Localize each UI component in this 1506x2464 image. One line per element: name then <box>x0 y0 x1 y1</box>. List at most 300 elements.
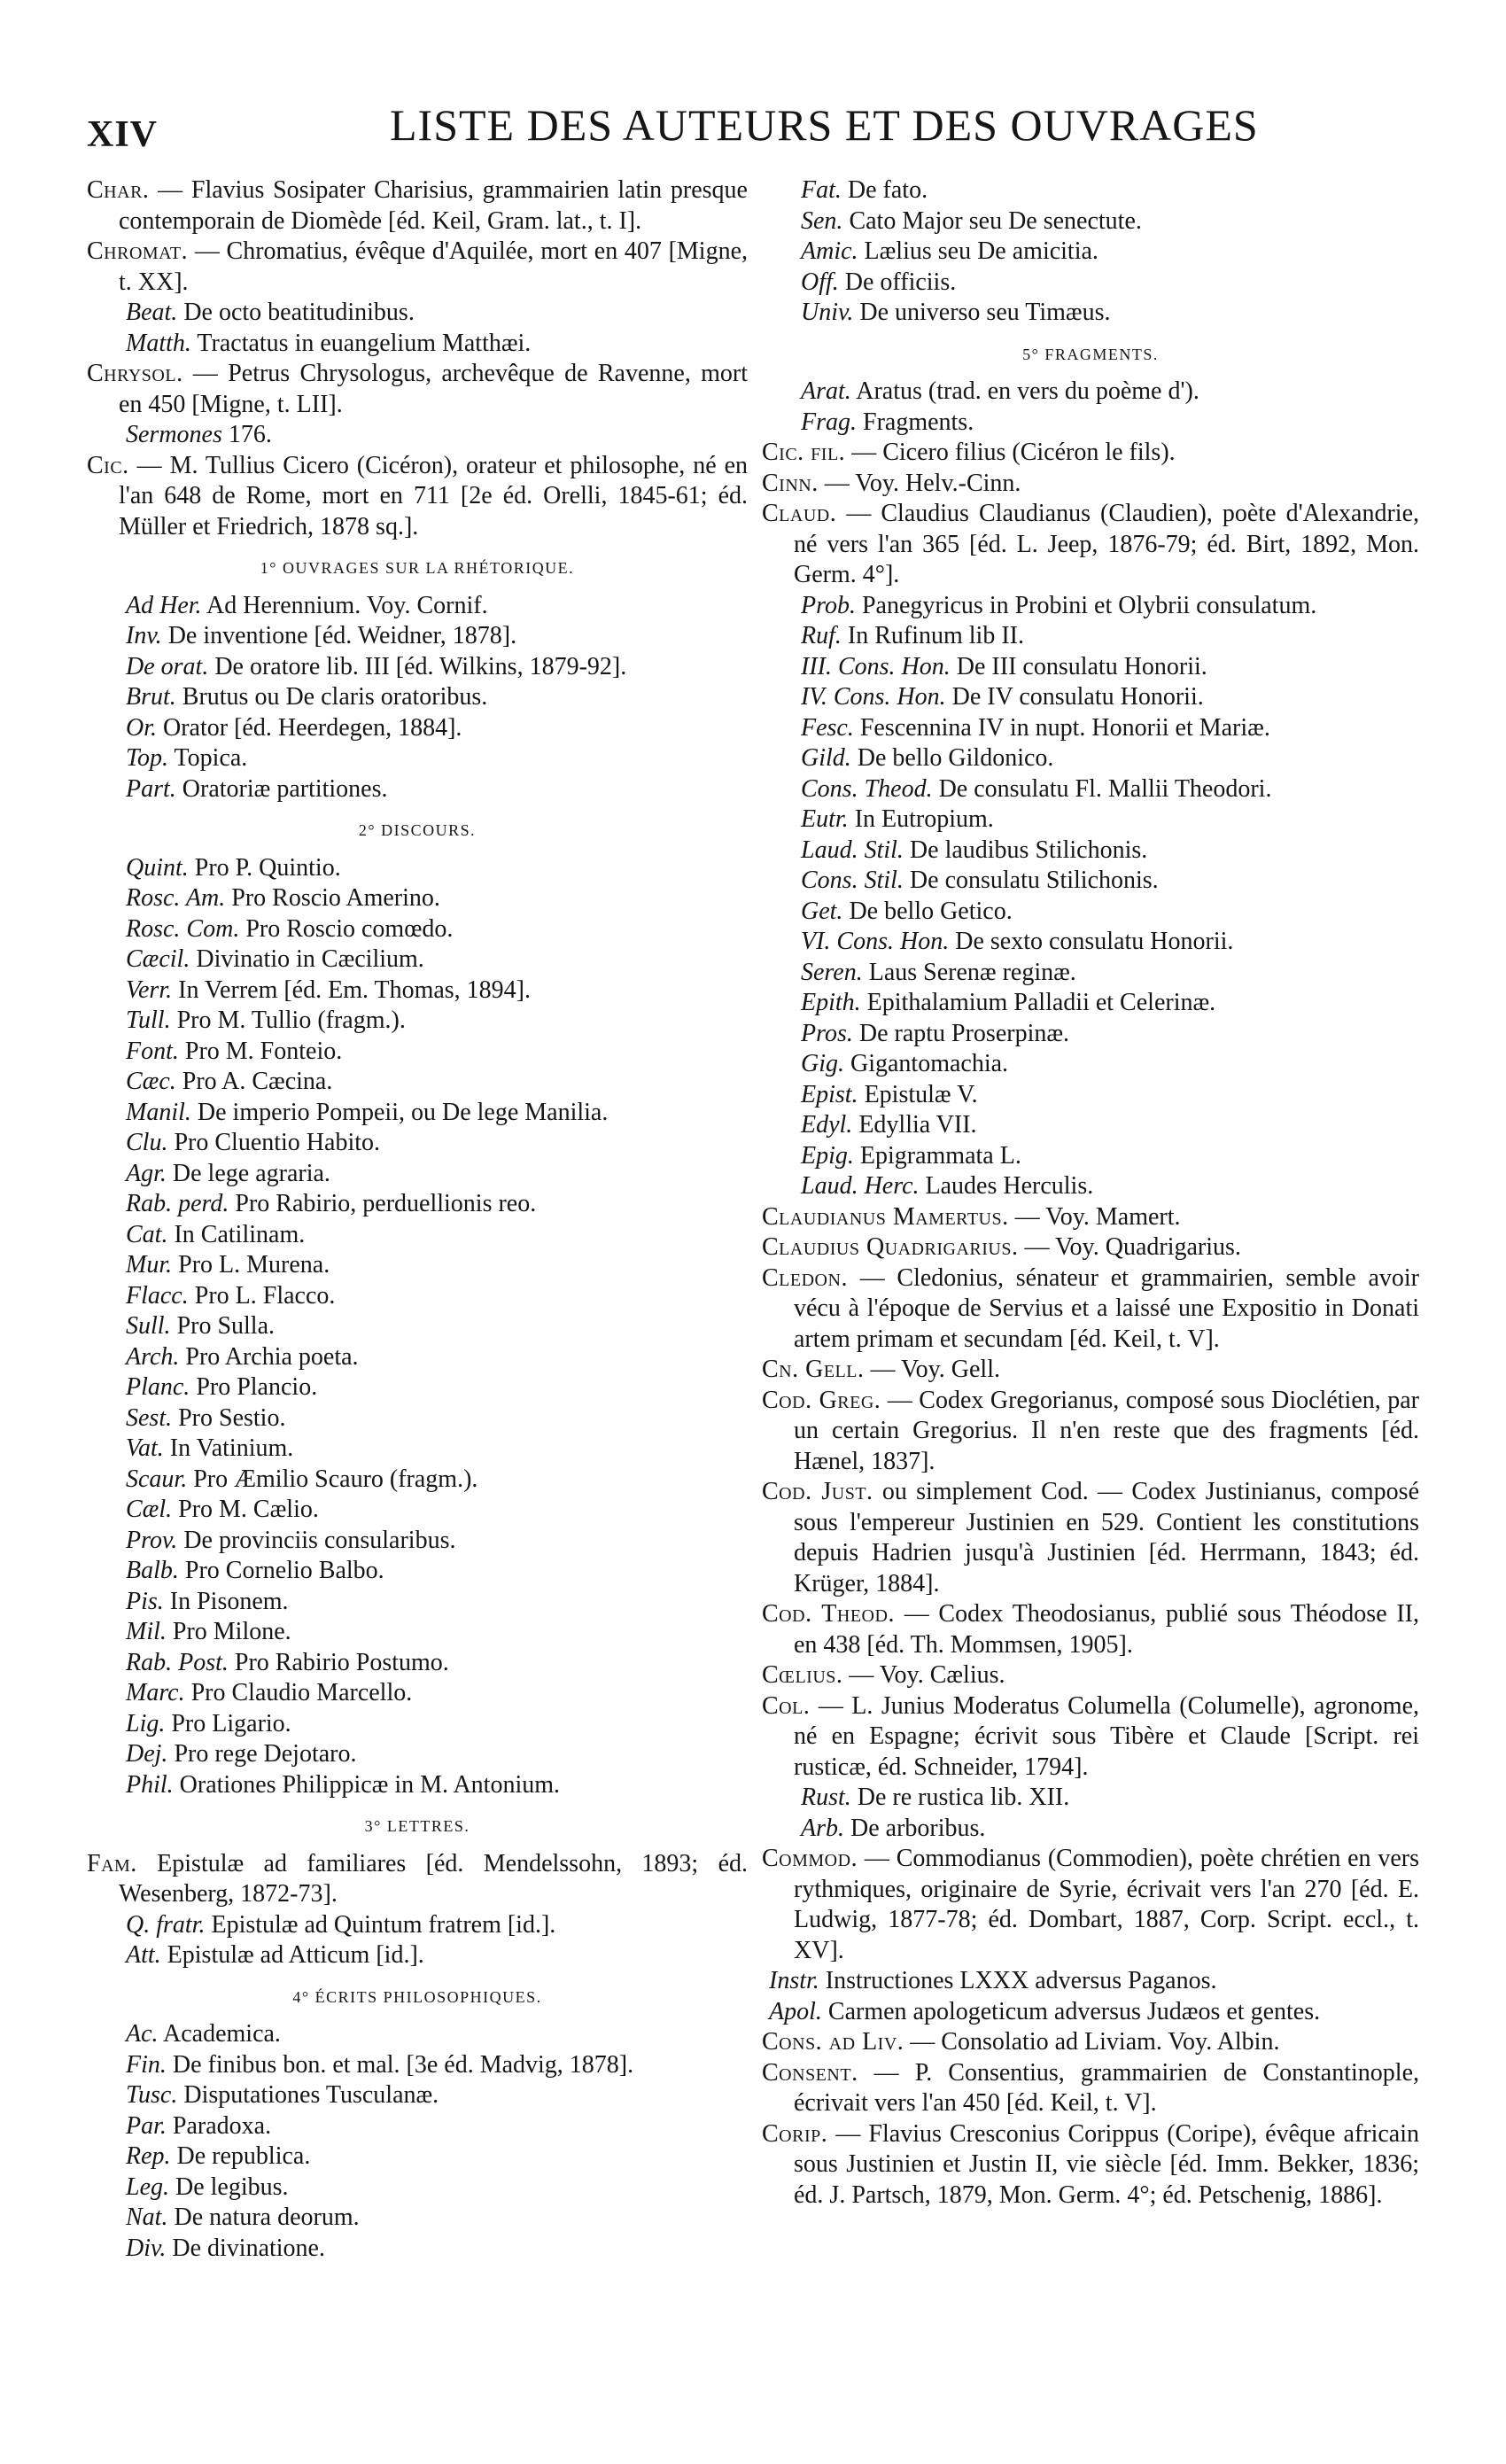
work-entry <box>762 988 1419 1019</box>
entry-text: — Petrus Chrysologus, archevêque de Ravenne, mort en 450 [Migne, t. LII]. <box>119 360 749 418</box>
work-entry <box>87 1250 748 1281</box>
author-entry <box>762 438 1419 469</box>
author-entry <box>762 1691 1419 1784</box>
entry-text: Pro Cluentio Habito. <box>174 1129 381 1156</box>
entry-text: Pro Æmilio Scauro (fragm.). <box>193 1465 478 1493</box>
work-abbreviation: Sull. <box>126 1312 171 1340</box>
work-abbreviation: Rab. perd. <box>126 1190 229 1217</box>
work-abbreviation: Rosc. Am. <box>126 884 226 912</box>
work-abbreviation: Prob. <box>801 591 856 619</box>
section-heading: 5° FRAGMENTS. <box>1022 345 1159 363</box>
entry-text: ou simplement Cod. — Codex Justinianus, composé sous l'empereur Justinien en 529. Contient les constitutions depuis Hadrien jusqu'à Justinien [éd. Herrmann, 1843; éd. Krüger, 1884]. <box>794 1478 1420 1597</box>
work-entry <box>87 2111 748 2142</box>
entry-text: In Vatinium. <box>169 1434 294 1462</box>
work-entry <box>762 866 1419 897</box>
work-abbreviation: Fin. <box>126 2050 167 2079</box>
entry-text: — Flavius Sosipater Charisius, grammairien latin presque contemporain de Diomède [éd. Keil, Gram. lat., t. I]. <box>119 176 748 235</box>
entry-text: In Eutropium. <box>854 805 994 833</box>
entry-text: In Pisonem. <box>169 1587 289 1615</box>
work-abbreviation: Ad Her. <box>126 591 202 619</box>
entry-abbreviation: Cic. <box>87 451 129 479</box>
work-entry <box>87 1495 748 1526</box>
entry-text: — Claudius Claudianus (Claudien), poète d'Alexandrie, né vers l'an 365 [éd. L. Jeep, 1876-79; éd. Birt, 1892, Mon. Germ. 4°]. <box>794 500 1420 588</box>
entry-text: De provinciis consularibus. <box>183 1526 456 1554</box>
work-abbreviation: Epig. <box>801 1141 854 1170</box>
work-abbreviation: Cæl. <box>126 1496 173 1523</box>
work-abbreviation: Rosc. Com. <box>126 914 240 943</box>
work-entry <box>762 206 1419 237</box>
work-abbreviation: Amic. <box>801 237 858 265</box>
work-entry <box>762 682 1419 713</box>
author-entry <box>762 2119 1419 2211</box>
author-entry <box>762 2027 1419 2058</box>
work-entry <box>87 1526 748 1557</box>
work-abbreviation: Verr. <box>126 975 173 1004</box>
entry-text: De universo seu Timæus. <box>859 299 1111 326</box>
work-entry <box>762 408 1419 439</box>
entry-text: Gigantomachia. <box>850 1050 1009 1077</box>
work-abbreviation: Or. <box>126 713 158 742</box>
work-entry <box>762 1783 1419 1814</box>
entry-text: — Flavius Cresconius Corippus (Coripe), évêque africain sous Justinien et Justin II, vie siècle [éd. Imm. Bekker, 1836; éd. J. Partsch, 1879, Mon. Germ. 4°; éd. Petschenig, 1886]. <box>794 2119 1420 2209</box>
author-entry <box>762 1232 1419 1263</box>
entry-text: De consulatu Stilichonis. <box>909 867 1159 894</box>
work-abbreviation: Matth. <box>126 329 191 357</box>
work-entry <box>87 914 748 945</box>
entry-text: Pro Milone. <box>172 1618 291 1645</box>
work-abbreviation: Brut. <box>126 683 176 711</box>
work-entry <box>87 774 748 805</box>
work-entry <box>87 1739 748 1770</box>
work-entry <box>87 2050 748 2081</box>
work-abbreviation: Fesc. <box>801 713 854 742</box>
work-entry <box>87 1098 748 1129</box>
entry-text: Fescennina IV in nupt. Honorii et Mariæ. <box>859 713 1270 742</box>
entry-text: De bello Gildonico. <box>857 744 1054 772</box>
entry-text: Panegyricus in Probini et Olybrii consulatum. <box>861 591 1317 619</box>
entry-text: Topica. <box>174 744 248 772</box>
author-entry <box>762 1966 1419 1997</box>
work-entry <box>87 713 748 744</box>
entry-text: Orationes Philippicæ in M. Antonium. <box>179 1770 561 1799</box>
entry-abbreviation: Cod. Theod. <box>762 1600 895 1628</box>
work-abbreviation: Div. <box>126 2234 167 2262</box>
work-entry <box>87 2019 748 2050</box>
work-abbreviation: Cons. Theod. <box>801 774 933 803</box>
entry-abbreviation: Corip. <box>762 2119 828 2148</box>
work-entry <box>87 1281 748 1312</box>
section-heading: 3° LETTRES. <box>364 1817 470 1835</box>
work-entry <box>762 743 1419 774</box>
author-entry <box>762 1599 1419 1660</box>
entry-abbreviation: Cic. fil. <box>762 439 846 466</box>
work-abbreviation: Gig. <box>801 1050 844 1077</box>
work-entry <box>87 1037 748 1068</box>
entry-abbreviation: Col. <box>762 1691 811 1720</box>
work-abbreviation: Ac. <box>126 2020 159 2048</box>
entry-text: Epithalamium Palladii et Celerinæ. <box>866 989 1216 1016</box>
entry-abbreviation: Cod. Just. <box>762 1478 873 1505</box>
work-abbreviation: Cons. Stil. <box>801 867 904 894</box>
work-entry <box>762 652 1419 683</box>
work-abbreviation: Inv. <box>126 622 162 649</box>
entry-text: De octo beatitudinibus. <box>183 299 415 326</box>
work-entry <box>87 1678 748 1709</box>
work-entry <box>87 682 748 713</box>
work-abbreviation: Arat. <box>801 377 851 405</box>
entry-text: In Verrem [éd. Em. Thomas, 1894]. <box>178 975 532 1004</box>
work-entry <box>87 1940 748 1971</box>
entry-text: De finibus bon. et mal. [3e éd. Madvig, 1878]. <box>172 2050 634 2079</box>
entry-text: — Voy. Quadrigarius. <box>1024 1233 1241 1261</box>
work-abbreviation: Eutr. <box>801 805 849 833</box>
entry-text: De bello Getico. <box>849 897 1013 925</box>
work-abbreviation: Quint. <box>126 853 189 882</box>
author-entry <box>87 175 748 237</box>
work-entry <box>87 1648 748 1679</box>
work-abbreviation: Mil. <box>126 1618 167 1645</box>
work-entry <box>87 2203 748 2234</box>
entry-abbreviation: Claud. <box>762 500 837 527</box>
entry-text: Pro M. Tullio (fragm.). <box>176 1007 406 1034</box>
work-entry <box>762 1080 1419 1111</box>
work-entry <box>87 1617 748 1648</box>
work-entry <box>87 1342 748 1373</box>
work-entry <box>87 1006 748 1037</box>
entry-abbreviation: Char. <box>87 176 150 204</box>
entry-text: In Rufinum lib II. <box>847 622 1024 649</box>
left-column <box>87 175 748 2264</box>
work-entry <box>762 713 1419 744</box>
entry-text: Ad Herennium. Voy. Cornif. <box>206 591 488 619</box>
work-entry <box>87 743 748 774</box>
work-abbreviation: Rep. <box>126 2142 171 2170</box>
author-entry <box>87 451 748 543</box>
work-entry <box>762 175 1419 206</box>
entry-text: De IV consulatu Honorii. <box>951 683 1204 711</box>
work-entry <box>762 1049 1419 1080</box>
work-entry <box>762 836 1419 867</box>
entry-abbreviation: Cons. ad Liv. <box>762 2028 904 2056</box>
work-abbreviation: III. Cons. Hon. <box>801 652 951 680</box>
author-entry <box>762 2058 1419 2119</box>
work-abbreviation: Lig. <box>126 1709 166 1737</box>
work-abbreviation: Marc. <box>126 1679 185 1706</box>
work-abbreviation: Sest. <box>126 1403 173 1432</box>
section-heading: 1° OUVRAGES SUR LA RHÉTORIQUE. <box>260 559 575 577</box>
entry-abbreviation: Chromat. <box>87 237 189 265</box>
work-entry <box>87 420 748 451</box>
work-abbreviation: Sen. <box>801 206 843 235</box>
work-entry <box>762 621 1419 652</box>
entry-text: — Voy. Helv.-Cinn. <box>824 469 1021 497</box>
entry-text: Pro L. Murena. <box>178 1251 330 1279</box>
entry-text: De re rustica lib. XII. <box>857 1784 1070 1811</box>
entry-text: — Codex Gregorianus, composé sous Dioclétien, par un certain Gregorius. Il n'en reste que des fragments [éd. Hænel, 1837]. <box>794 1386 1419 1475</box>
work-abbreviation: Seren. <box>801 958 863 986</box>
work-entry <box>762 927 1419 958</box>
entry-text: — Voy. Mamert. <box>1014 1202 1181 1231</box>
entry-text: — Consolatio ad Liviam. Voy. Albin. <box>910 2028 1280 2056</box>
work-abbreviation: De orat. <box>126 652 209 680</box>
author-entry <box>762 1263 1419 1356</box>
work-abbreviation: Cat. <box>126 1220 168 1248</box>
work-abbreviation: Epith. <box>801 989 861 1016</box>
entry-text: Pro Roscio comœdo. <box>245 914 454 943</box>
entry-text: Aratus (trad. en vers du poème d'). <box>856 377 1199 405</box>
entry-abbreviation: Cœlius. <box>762 1661 843 1689</box>
right-column <box>762 175 1419 2211</box>
author-entry <box>762 1202 1419 1233</box>
work-abbreviation: Tull. <box>126 1007 171 1034</box>
entry-text: Pro Sestio. <box>178 1403 286 1432</box>
entry-text: Epigrammata L. <box>859 1141 1021 1170</box>
work-entry <box>87 1159 748 1190</box>
work-abbreviation: Arch. <box>126 1342 180 1371</box>
entry-text: Fragments. <box>863 408 974 436</box>
entry-text: — Chromatius, évêque d'Aquilée, mort en 407 [Migne, t. XX]. <box>119 237 748 296</box>
work-abbreviation: Beat. <box>126 299 178 326</box>
work-abbreviation: Pros. <box>801 1019 853 1047</box>
entry-text: Orator [éd. Heerdegen, 1884]. <box>163 713 462 742</box>
work-entry <box>762 1141 1419 1172</box>
work-entry <box>762 897 1419 928</box>
work-entry <box>762 1019 1419 1050</box>
entry-text: — L. Junius Moderatus Columella (Columelle), agronome, né en Espagne; écrivit sous Tibère et Claude [Script. rei rusticæ, éd. Schneider, 1794]. <box>794 1691 1419 1781</box>
work-entry <box>87 1128 748 1159</box>
entry-text: Carmen apologeticum adversus Judæos et gentes. <box>827 1997 1321 2025</box>
work-abbreviation: Mur. <box>126 1251 173 1279</box>
work-entry <box>762 591 1419 622</box>
author-entry <box>762 1660 1419 1691</box>
author-entry <box>762 1386 1419 1478</box>
work-entry <box>762 377 1419 408</box>
entry-text: Divinatio in Cæcilium. <box>196 945 424 973</box>
entry-text: Pro P. Quintio. <box>194 853 341 882</box>
work-abbreviation: Top. <box>126 744 169 772</box>
entry-text: Disputationes Tusculanæ. <box>183 2081 439 2109</box>
entry-text: Epistulæ ad Atticum [id.]. <box>167 1941 424 1969</box>
entry-text: Pro L. Flacco. <box>194 1281 336 1310</box>
work-abbreviation: Apol. <box>769 1997 822 2025</box>
entry-text: Pro Rabirio Postumo. <box>234 1648 449 1676</box>
entry-abbreviation: Claudianus Mamertus. <box>762 1202 1009 1231</box>
work-abbreviation: Fat. <box>801 176 842 204</box>
entry-text: — Cledonius, sénateur et grammairien, semble avoir vécu à l'époque de Servius et a laissé une Expositio in Donati artem primam et secundam [éd. Keil, t. V]. <box>794 1263 1419 1353</box>
work-abbreviation: Nat. <box>126 2204 168 2231</box>
work-entry <box>87 1434 748 1465</box>
entry-text: De divinatione. <box>172 2234 325 2262</box>
work-entry <box>87 1910 748 1941</box>
work-entry <box>87 1189 748 1220</box>
entry-abbreviation: Cinn. <box>762 469 819 497</box>
work-entry <box>87 298 748 329</box>
work-abbreviation: Epist. <box>801 1080 858 1108</box>
work-entry <box>87 853 748 884</box>
work-entry <box>762 958 1419 989</box>
entry-text: 176. <box>228 421 272 448</box>
entry-abbreviation: Commod. <box>762 1845 858 1872</box>
work-entry <box>87 883 748 914</box>
work-entry <box>87 1709 748 1740</box>
entry-text: Pro A. Cæcina. <box>182 1068 333 1095</box>
work-abbreviation: Cæcil. <box>126 945 190 973</box>
author-entry <box>762 1355 1419 1386</box>
author-entry <box>762 1844 1419 1966</box>
work-entry <box>762 1814 1419 1845</box>
entry-text: Pro M. Fonteio. <box>184 1037 343 1065</box>
entry-abbreviation: Chrysol. <box>87 360 183 387</box>
work-entry <box>87 652 748 683</box>
work-abbreviation: Sermones <box>126 421 222 448</box>
work-entry <box>87 2141 748 2173</box>
entry-text: Epistulæ ad familiares [éd. Mendelssohn, 1893; éd. Wesenberg, 1872-73]. <box>119 1849 748 1908</box>
entry-text: Epistulæ V. <box>864 1080 978 1108</box>
entry-text: In Catilinam. <box>174 1220 306 1248</box>
work-abbreviation: Frag. <box>801 408 857 436</box>
entry-text: Academica. <box>163 2020 281 2048</box>
entry-text: De sexto consulatu Honorii. <box>955 928 1234 955</box>
work-abbreviation: Leg. <box>126 2173 169 2201</box>
entry-text: De republica. <box>176 2142 311 2170</box>
entry-text: — Cicero filius (Cicéron le fils). <box>851 439 1176 466</box>
work-entry <box>87 2234 748 2265</box>
work-entry <box>87 1067 748 1098</box>
work-entry <box>762 1110 1419 1141</box>
entry-text: De arboribus. <box>850 1814 986 1842</box>
work-abbreviation: Pis. <box>126 1587 164 1615</box>
work-entry <box>87 329 748 360</box>
entry-text: De raptu Proserpinæ. <box>858 1019 1070 1047</box>
work-abbreviation: Rab. Post. <box>126 1648 229 1676</box>
entry-text: Pro Cornelio Balbo. <box>184 1557 384 1584</box>
work-abbreviation: Tusc. <box>126 2081 178 2109</box>
work-abbreviation: Dej. <box>126 1740 168 1768</box>
work-entry <box>762 774 1419 805</box>
entry-text: De inventione [éd. Weidner, 1878]. <box>167 622 517 649</box>
work-abbreviation: Q. fratr. <box>126 1910 206 1939</box>
entry-text: De imperio Pompeii, ou De lege Manilia. <box>197 1098 609 1126</box>
entry-text: Pro Roscio Amerino. <box>231 884 440 912</box>
entry-abbreviation: Consent. <box>762 2058 858 2087</box>
entry-text: — Voy. Gell. <box>870 1356 1000 1383</box>
work-abbreviation: Edyl. <box>801 1111 853 1139</box>
work-abbreviation: Univ. <box>801 299 854 326</box>
work-abbreviation: Laud. Herc. <box>801 1172 920 1200</box>
entry-text: — Commodianus (Commodien), poète chrétien en vers rythmiques, originaire de Syrie, écrivait vers l'an 270 [éd. E. Ludwig, 1877-78; éd. Dombart, 1887, Corp. Script. eccl., t. XV]. <box>794 1845 1420 1964</box>
entry-text: Pro Plancio. <box>196 1373 318 1401</box>
entry-text: De fato. <box>847 176 928 204</box>
work-abbreviation: Scaur. <box>126 1465 188 1493</box>
work-entry <box>87 1465 748 1496</box>
entry-text: Pro Sulla. <box>176 1312 276 1340</box>
entry-text: Tractatus in euangelium Matthæi. <box>197 329 532 357</box>
author-entry <box>762 1477 1419 1599</box>
work-entry <box>762 298 1419 329</box>
entry-text: Lælius seu De amicitia. <box>864 237 1098 265</box>
work-entry <box>762 237 1419 268</box>
work-abbreviation: Cæc. <box>126 1068 176 1095</box>
work-abbreviation: Planc. <box>126 1373 190 1401</box>
entry-text: Laudes Herculis. <box>925 1172 1094 1200</box>
entry-abbreviation: Claudius Quadrigarius. <box>762 1233 1019 1261</box>
entry-text: Brutus ou De claris oratoribus. <box>182 683 488 711</box>
work-abbreviation: Prov. <box>126 1526 178 1554</box>
entry-text: — P. Consentius, grammairien de Constantinople, écrivait vers l'an 450 [éd. Keil, t. V]. <box>794 2058 1420 2117</box>
author-entry <box>762 1997 1419 2028</box>
entry-text: Instructiones LXXX adversus Paganos. <box>825 1967 1217 1994</box>
work-abbreviation: Instr. <box>769 1967 819 1994</box>
entry-abbreviation: Cn. Gell. <box>762 1356 865 1383</box>
entry-text: — Codex Theodosianus, publié sous Théodose II, en 438 [éd. Th. Mommsen, 1905]. <box>794 1600 1419 1659</box>
author-entry <box>87 1849 748 1910</box>
work-entry <box>762 1171 1419 1202</box>
work-abbreviation: Font. <box>126 1037 179 1065</box>
page-title: LISTE DES AUTEURS ET DES OUVRAGES <box>390 100 1259 150</box>
work-entry <box>87 1770 748 1801</box>
work-entry <box>87 1587 748 1618</box>
work-abbreviation: VI. Cons. Hon. <box>801 928 950 955</box>
work-entry <box>87 2080 748 2111</box>
entry-text: De consulatu Fl. Mallii Theodori. <box>938 774 1272 803</box>
entry-text: Laus Serenæ reginæ. <box>868 958 1076 986</box>
work-entry <box>87 1403 748 1434</box>
work-abbreviation: Phil. <box>126 1770 174 1799</box>
entry-text: De III consulatu Honorii. <box>956 652 1207 680</box>
entry-text: De oratore lib. III [éd. Wilkins, 1879-92]. <box>214 652 627 680</box>
work-entry <box>87 975 748 1007</box>
entry-text: Cato Major seu De senectute. <box>849 206 1142 235</box>
entry-text: Edyllia VII. <box>858 1111 977 1139</box>
work-abbreviation: Att. <box>126 1941 161 1969</box>
work-abbreviation: Par. <box>126 2111 167 2140</box>
work-abbreviation: Part. <box>126 774 176 803</box>
work-entry <box>87 2173 748 2204</box>
work-entry <box>762 268 1419 299</box>
entry-text: Oratoriæ partitiones. <box>182 774 388 803</box>
entry-text: De officiis. <box>844 268 957 296</box>
entry-text: De natura deorum. <box>174 2204 360 2231</box>
entry-text: De legibus. <box>175 2173 289 2201</box>
work-abbreviation: Manil. <box>126 1098 191 1126</box>
work-entry <box>762 804 1419 836</box>
work-entry <box>87 1220 748 1251</box>
entry-text: De lege agraria. <box>172 1159 330 1187</box>
work-abbreviation: Agr. <box>126 1159 167 1187</box>
entry-text: Pro Archia poeta. <box>185 1342 359 1371</box>
work-abbreviation: Laud. Stil. <box>801 836 904 864</box>
entry-text: De laudibus Stilichonis. <box>909 836 1148 864</box>
work-abbreviation: Clu. <box>126 1129 168 1156</box>
entry-text: Pro rege Dejotaro. <box>174 1740 357 1768</box>
work-entry <box>87 944 748 975</box>
work-abbreviation: Get. <box>801 897 843 925</box>
entry-text: Paradoxa. <box>172 2111 272 2140</box>
work-abbreviation: Balb. <box>126 1557 179 1584</box>
section-heading: 2° DISCOURS. <box>358 821 477 839</box>
author-entry <box>87 359 748 420</box>
work-entry <box>87 1311 748 1342</box>
entry-abbreviation: Cod. Greg. <box>762 1386 881 1414</box>
entry-text: — M. Tullius Cicero (Cicéron), orateur et philosophe, né en l'an 648 de Rome, mort en 711 [2e éd. Orelli, 1845-61; éd. Müller et Friedrich, 1878 sq.]. <box>119 451 749 540</box>
author-entry <box>762 499 1419 591</box>
work-abbreviation: Ruf. <box>801 622 842 649</box>
page-number: XIV <box>87 114 159 155</box>
work-abbreviation: IV. Cons. Hon. <box>801 683 946 711</box>
work-entry <box>87 591 748 622</box>
entry-text: Epistulæ ad Quintum fratrem [id.]. <box>211 1910 556 1939</box>
work-abbreviation: Rust. <box>801 1784 851 1811</box>
